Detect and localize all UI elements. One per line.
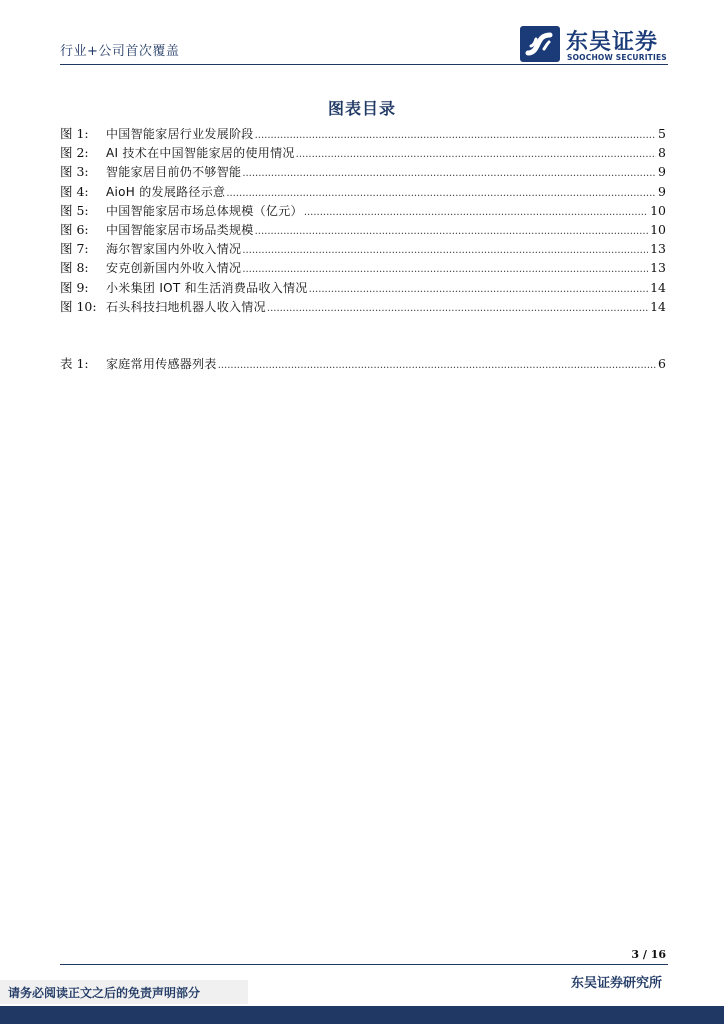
- toc-entry-title: 安克创新国内外收入情况: [106, 261, 242, 276]
- toc-entry-label: 图 5:: [60, 202, 89, 218]
- toc-leader-dots: [255, 222, 648, 241]
- toc-entry-title: 中国智能家居行业发展阶段: [106, 127, 254, 141]
- report-category-tag: 行业+公司首次覆盖: [60, 44, 180, 59]
- toc-entry-title: 石头科技扫地机器人收入情况: [106, 299, 266, 314]
- page-number: 3 / 16: [631, 948, 666, 961]
- toc-entry-label: 图 4:: [60, 183, 89, 199]
- toc-entry-page: 8: [658, 145, 666, 161]
- toc-entry-page: 6: [658, 356, 666, 371]
- toc-entry-title: AioH 的发展路径示意: [106, 184, 226, 199]
- toc-entry-title: 海尔智家国内外收入情况: [106, 242, 242, 257]
- toc-entry-label: 表 1:: [60, 356, 89, 371]
- toc-leader-dots: [218, 356, 656, 375]
- institute-name: 东吴证券研究所: [570, 976, 662, 991]
- toc-entry[interactable]: [60, 201, 666, 220]
- logo-english-name: SOOCHOW SECURITIES: [567, 53, 667, 62]
- footer-bar: [0, 1006, 724, 1024]
- toc-leader-dots: [242, 260, 648, 279]
- toc-entry-title: 家庭常用传感器列表: [106, 357, 217, 371]
- toc-leader-dots: [296, 145, 656, 164]
- header-divider: [60, 64, 668, 65]
- figure-list: [60, 124, 666, 316]
- toc-entry[interactable]: [60, 143, 666, 162]
- footer-divider: [60, 964, 668, 965]
- table-list: [60, 354, 666, 373]
- toc-title: 图表目录: [327, 99, 396, 118]
- toc-entry-label: 图 8:: [60, 260, 89, 276]
- toc-entry[interactable]: [60, 162, 666, 181]
- toc-entry-page: 9: [658, 164, 666, 180]
- toc-entry-page: 10: [650, 202, 666, 218]
- toc-entry[interactable]: [60, 182, 666, 201]
- toc-entry[interactable]: [60, 239, 666, 258]
- toc-leader-dots: [267, 299, 648, 318]
- toc-entry-page: 5: [658, 126, 666, 141]
- toc-entry-title: 智能家居目前仍不够智能: [106, 165, 242, 180]
- toc-entry-label: 图 9:: [60, 279, 89, 295]
- toc-entry[interactable]: [60, 258, 666, 277]
- toc-entry[interactable]: [60, 297, 666, 316]
- toc-entry[interactable]: [60, 220, 666, 239]
- toc-leader-dots: [309, 280, 648, 299]
- toc-entry-label: 图 6:: [60, 221, 89, 237]
- toc-leader-dots: [304, 203, 648, 222]
- toc-entry-title: 中国智能家居市场总体规模（亿元）: [106, 203, 303, 218]
- toc-entry-title: 中国智能家居市场品类规模: [106, 222, 254, 237]
- toc-entry-page: 14: [650, 279, 666, 295]
- toc-entry-page: 14: [650, 298, 666, 314]
- toc-entry[interactable]: [60, 354, 666, 373]
- disclaimer-notice: 请务必阅读正文之后的免责声明部分: [8, 986, 201, 1000]
- toc-entry-title: AI 技术在中国智能家居的使用情况: [106, 146, 295, 161]
- logo-chinese-name: 东吴证券: [566, 30, 659, 55]
- toc-entry-label: 图 2:: [60, 145, 89, 161]
- toc-entry-label: 图 7:: [60, 241, 89, 257]
- toc-leader-dots: [242, 164, 656, 183]
- toc-leader-dots: [242, 241, 648, 260]
- toc-entry-label: 图 1:: [60, 126, 89, 141]
- soochow-logo: [520, 26, 680, 66]
- toc-entry-page: 10: [650, 221, 666, 237]
- toc-leader-dots: [226, 184, 656, 203]
- toc-entry-label: 图 10:: [60, 298, 97, 314]
- toc-leader-dots: [255, 126, 656, 145]
- toc-entry-label: 图 3:: [60, 164, 89, 180]
- toc-entry-page: 13: [650, 241, 666, 257]
- toc-entry-page: 13: [650, 260, 666, 276]
- toc-entry-title: 小米集团 IOT 和生活消费品收入情况: [106, 280, 308, 295]
- soochow-logo-icon: [520, 26, 560, 62]
- toc-entry[interactable]: [60, 278, 666, 297]
- toc-entry[interactable]: [60, 124, 666, 143]
- toc-entry-page: 9: [658, 183, 666, 199]
